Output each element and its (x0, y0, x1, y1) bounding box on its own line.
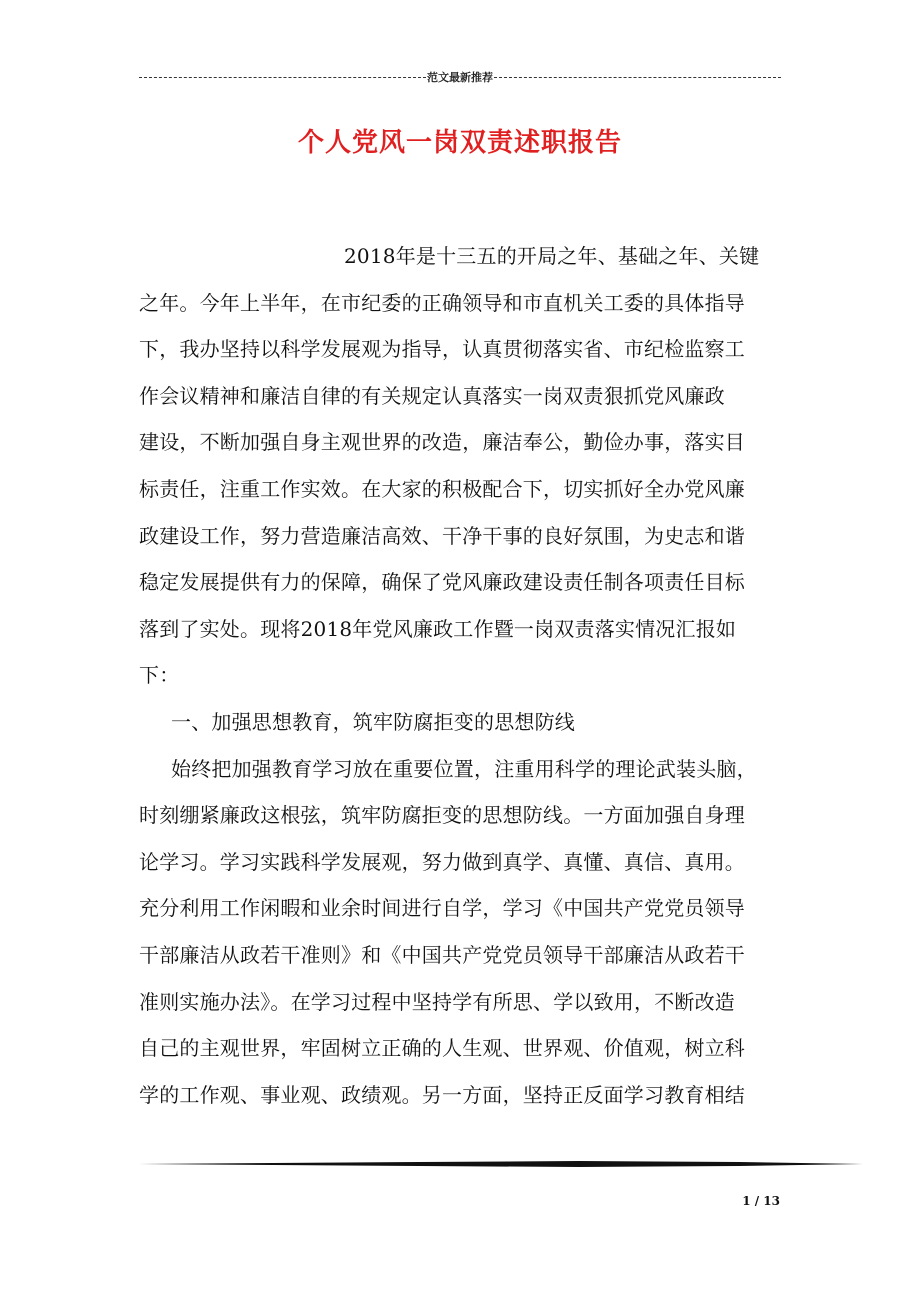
body-line: 自己的主观世界，牢固树立正确的人生观、世界观、价值观，树立科 (139, 1036, 745, 1061)
body-line: 之年。今年上半年，在市纪委的正确领导和市直机关工委的具体指导 (139, 290, 745, 315)
body-line: 标责任，注重工作实效。在大家的积极配合下，切实抓好全办党风廉 (139, 476, 745, 501)
body-line: 下，我办坚持以科学发展观为指导，认真贯彻落实省、市纪检监察工 (139, 337, 745, 362)
body-line: 时刻绷紧廉政这根弦，筑牢防腐拒变的思想防线。一方面加强自身理 (139, 803, 745, 828)
footer-rule (139, 1159, 863, 1169)
body-line: 建设，不断加强自身主观世界的改造，廉洁奉公，勤俭办事，落实目 (139, 430, 745, 455)
body-line: 准则实施办法》。在学习过程中坚持学有所思、学以致用，不断改造 (139, 989, 735, 1014)
body-line: 始终把加强教育学习放在重要位置，注重用科学的理论武装头脑， (171, 756, 757, 781)
header-rule (139, 68, 781, 86)
body-line: 充分利用工作闲暇和业余时间进行自学，学习《中国共产党党员领导 (139, 896, 745, 921)
section-heading: 一、加强思想教育，筑牢防腐拒变的思想防线 (171, 709, 575, 734)
body-line: 下： (139, 663, 180, 688)
header-dash-left (139, 77, 426, 78)
header-label: 范文最新推荐 (427, 71, 493, 84)
body-line: 论学习。学习实践科学发展观，努力做到真学、真懂、真信、真用。 (139, 849, 745, 874)
document-body (139, 236, 789, 1121)
page-number: 1 / 13 (742, 1194, 780, 1208)
header-dash-right (494, 77, 781, 78)
body-line: 作会议精神和廉洁自律的有关规定认真落实一岗双责狠抓党风廉政 (139, 383, 725, 408)
body-line: 干部廉洁从政若干准则》和《中国共产党党员领导干部廉洁从政若干 (139, 942, 745, 967)
body-line: 学的工作观、事业观、政绩观。另一方面，坚持正反面学习教育相结 (139, 1082, 745, 1107)
body-line: 落到了实处。现将2018年党风廉政工作暨一岗双责落实情况汇报如 (139, 616, 737, 641)
body-line: 稳定发展提供有力的保障，确保了党风廉政建设责任制各项责任目标 (139, 570, 745, 595)
body-line: 政建设工作，努力营造廉洁高效、干净干事的良好氛围，为史志和谐 (139, 523, 745, 548)
body-line: 2018年是十三五的开局之年、基础之年、关键 (344, 244, 760, 268)
document-title: 个人党风一岗双责述职报告 (297, 128, 622, 158)
